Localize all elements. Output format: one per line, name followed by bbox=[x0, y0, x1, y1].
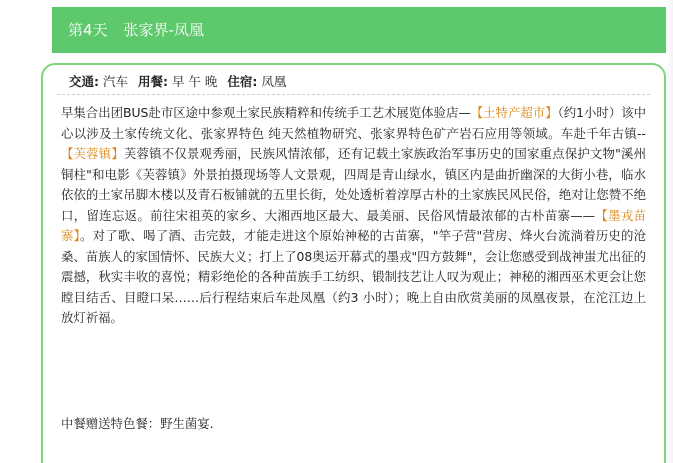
page-right-edge bbox=[667, 0, 673, 463]
day-description bbox=[61, 103, 646, 329]
day-info-line bbox=[69, 72, 286, 90]
meal-note: 中餐赠送特色餐：野生菌宴. bbox=[61, 416, 214, 431]
highlight-local-products-market: 【土特产超市】 bbox=[470, 105, 558, 120]
description-text-4: 。对了歌、喝了酒、击完鼓，才能走进这个原始神秘的古苗寨，"竿子营"营房、烽火台流淌着历史的沧桑、苗族人的家国情怀、民族大义；打上了08奥运开幕式的墨戎"四方鼓舞"，会让您感受到战神蚩尤出征的震撼，秋实丰收的喜悦；精彩绝伦的各种苗族手工纺织、锻制技艺让人叹为观止；神秘的湘西巫术更会让您瞠目结舌、目瞪口呆……后行程结束后车赴凤凰（约3 小时）；晚上自由欣赏美丽的凤凰夜景，在沱江边上放灯祈福。 bbox=[61, 228, 646, 325]
meals-label: 用餐: bbox=[137, 74, 168, 89]
lodging-label: 住宿: bbox=[227, 74, 258, 89]
day-header bbox=[52, 7, 666, 53]
meals-value: 早 午 晚 bbox=[171, 74, 218, 89]
day-detail-box bbox=[41, 63, 666, 463]
highlight-morong-miao-village: 【墨戎苗寨】 bbox=[61, 207, 647, 243]
description-text-2: （约1小时）该中心以涉及土家传统文化、张家界特色 纯天然植物研究、张家界特色矿产岩石应用等领域。车赴千年古镇-- bbox=[61, 105, 647, 141]
transport-label: 交通: bbox=[69, 74, 99, 89]
info-divider bbox=[57, 94, 650, 95]
description-text-1: 早集合出团BUS赴市区途中参观土家民族精粹和传统手工艺术展览体验店— bbox=[61, 105, 471, 120]
description-text-3: 芙蓉镇不仅景观秀丽，民族风情浓郁，还有记载土家族政治军事历史的国家重点保护文物"溪州铜柱"和电影《芙蓉镇》外景拍摄现场等人文景观，四周是青山绿水，镇区内是曲折幽深的大街小巷，临水依依的土家吊脚木楼以及青石板铺就的五里长街，处处透析着淳厚古朴的土家族民风民俗，绝对让您赞不绝口，留连忘返。前往宋祖英的家乡、大湘西地区最大、最美丽、民俗风情最浓郁的古朴苗寨—— bbox=[61, 146, 646, 223]
lodging-value: 凤凰 bbox=[261, 74, 287, 89]
day-route: 张家界-凤凰 bbox=[123, 21, 204, 39]
transport-value: 汽车 bbox=[102, 74, 128, 89]
highlight-furong-town: 【芙蓉镇】 bbox=[61, 146, 124, 161]
day-label: 第4天 bbox=[68, 21, 108, 39]
